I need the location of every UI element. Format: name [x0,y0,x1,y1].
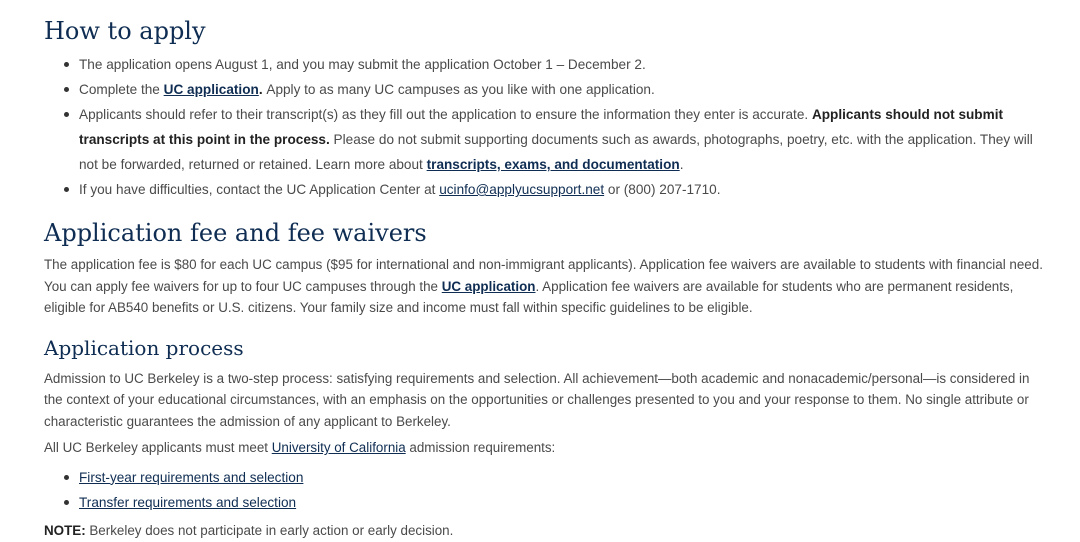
list-item [79,102,1044,177]
transcript-text: Applicants should refer to their transcript(s) as they fill out the application to ensure the information they enter is accurate. [79,107,812,122]
content-column [44,14,1044,541]
opening-dates-text: The application opens August 1, and you may submit the application October 1 – December 2. [79,57,646,72]
list-item [79,465,1044,490]
list-item [79,52,1044,77]
apply-campuses-text: Apply to as many UC campuses as you like with one application. [266,82,655,97]
contact-text: If you have difficulties, contact the UC Application Center at [79,182,440,197]
fee-waivers-section [44,216,1044,319]
uc-application-link[interactable]: UC application [441,278,536,294]
early-action-note [44,520,1044,542]
how-to-apply-heading: How to apply [44,17,206,45]
list-item [79,177,1044,202]
supporting-docs-text: Please do not submit supporting documents such as awards, photographs, poetry, etc. with the application. They will not be forwarded, returned or retained. Learn more about [79,132,1033,172]
transfer-requirements-link[interactable]: Transfer requirements and selection [79,494,297,510]
period: . [258,82,267,97]
process-paragraph: Admission to UC Berkeley is a two-step process: satisfying requirements and selection. All achievement—both academic and nonacademic/personal—is considered in the context of your educational circumstances, with an emphasis on the opportunities or challenges presented to you and your response to them. No single attribute or characteristic guarantees the admission of any applicant to Berkeley. [44,370,1030,429]
fee-text: The application fee is $80 for each UC campus ($95 for international and non-immigrant applicants). Application fee waivers are available to students with financial need. You can apply fee waivers for up to four UC campuses through the [44,257,1043,294]
first-year-requirements-link[interactable]: First-year requirements and selection [79,469,304,485]
university-of-california-link[interactable]: University of California [271,440,406,455]
uc-application-link[interactable]: UC application [163,82,259,97]
list-item [79,490,1044,515]
requirements-suffix: admission requirements: [405,440,556,455]
how-to-apply-section [44,14,1044,202]
list-item [79,77,1044,102]
note-label: NOTE: [44,522,86,538]
support-email-link[interactable]: ucinfo@applyucsupport.net [439,182,605,197]
application-process-section [44,333,1044,542]
period: . [679,157,684,172]
note-text: Berkeley does not participate in early action or early decision. [85,522,454,538]
fee-waivers-heading: Application fee and fee waivers [44,219,427,247]
complete-text: Complete the [79,82,164,97]
no-transcripts-notice: Applicants should not submit transcripts at this point in the process. [79,107,1004,147]
phone-text: or (800) 207-1710. [604,182,721,197]
requirements-paragraph [44,437,1044,459]
requirements-links-list [44,465,1044,515]
fee-eligibility-text: . Application fee waivers are available for students who are permanent residents, eligible for AB540 benefits or U.S. citizens. Your family size and income must fall within specific guidelines to be eligible. [44,278,1014,315]
application-process-heading: Application process [44,335,244,360]
requirements-text: All UC Berkeley applicants must meet [44,440,272,455]
how-to-apply-list [44,52,1044,202]
fee-paragraph [44,254,1044,319]
transcripts-exams-documentation-link[interactable]: transcripts, exams, and documentation [426,157,680,172]
